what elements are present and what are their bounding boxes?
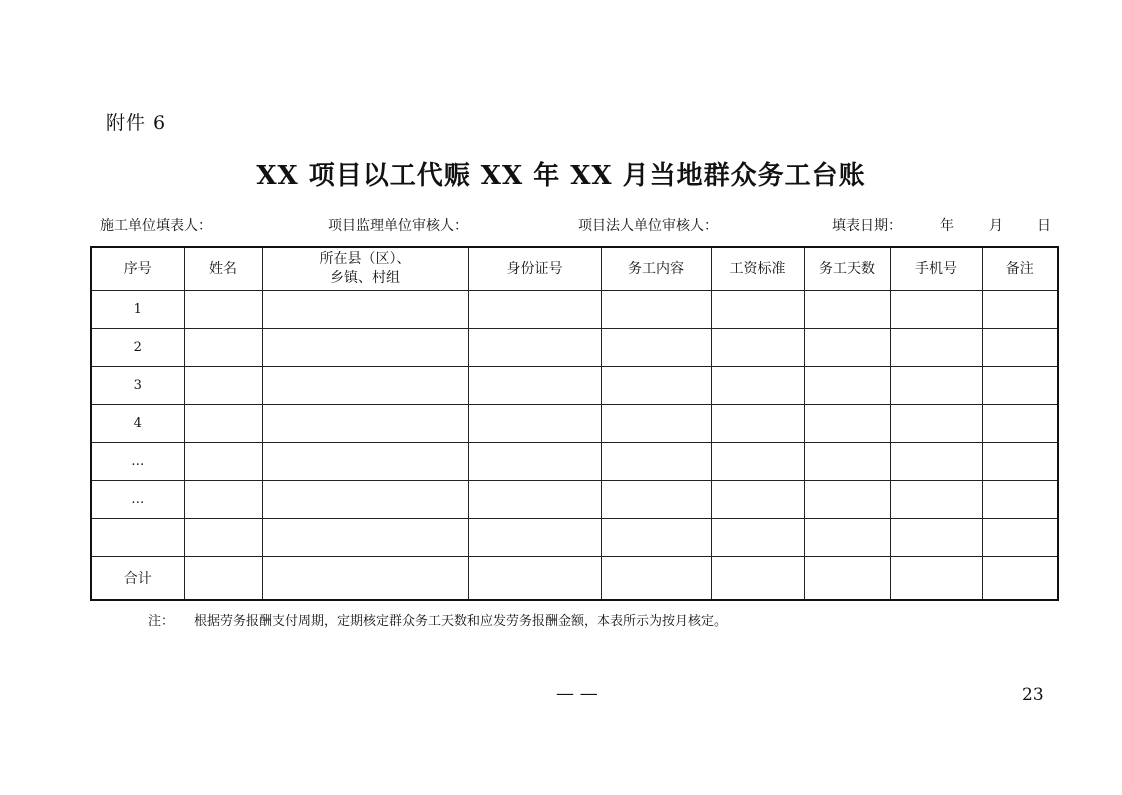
table-cell[interactable] [184,329,262,367]
table-cell[interactable] [711,443,804,481]
total-row [91,557,1058,601]
table-cell[interactable] [711,291,804,329]
table-cell[interactable] [468,291,601,329]
table-cell[interactable] [468,405,601,443]
table-cell[interactable] [890,443,982,481]
table-cell[interactable] [804,291,890,329]
table-cell[interactable] [601,519,711,557]
row-index [91,519,184,557]
header-location-line2: 乡镇、村组 [330,270,400,286]
table-cell[interactable] [601,367,711,405]
table-cell[interactable] [890,405,982,443]
table-row [91,405,1058,443]
header-location [262,247,468,291]
row-index: … [91,481,184,519]
table-cell[interactable] [982,481,1058,519]
table-cell[interactable] [184,443,262,481]
header-remarks: 备注 [982,247,1058,291]
table-cell[interactable] [262,405,468,443]
page-number: 23 [1022,685,1044,705]
footnote [148,610,727,629]
table-cell[interactable] [890,291,982,329]
table-cell[interactable] [184,367,262,405]
table-cell[interactable] [711,329,804,367]
ledger-table [90,246,1059,601]
header-location-line1: 所在县（区）、 [319,251,411,267]
table-cell[interactable] [890,519,982,557]
table-cell[interactable] [982,519,1058,557]
table-cell[interactable] [982,443,1058,481]
table-cell[interactable] [468,329,601,367]
table-cell[interactable] [804,481,890,519]
table-cell[interactable] [601,329,711,367]
date-label: 填表日期： [832,218,902,234]
table-cell[interactable] [804,329,890,367]
table-row [91,329,1058,367]
page-dash: — — [556,683,598,704]
row-index: 4 [91,405,184,443]
table-row [91,481,1058,519]
table-cell[interactable] [804,519,890,557]
table-cell[interactable] [601,557,711,601]
table-row [91,519,1058,557]
table-cell[interactable] [711,519,804,557]
table-cell[interactable] [804,443,890,481]
table-cell[interactable] [262,329,468,367]
table-cell[interactable] [601,405,711,443]
table-cell[interactable] [184,405,262,443]
table-cell[interactable] [262,519,468,557]
table-cell[interactable] [262,557,468,601]
table-cell[interactable] [804,405,890,443]
footnote-label: 注： [148,614,175,629]
table-row [91,291,1058,329]
header-name: 姓名 [184,247,262,291]
table-cell[interactable] [982,557,1058,601]
attachment-label: 附件 6 [106,112,167,134]
footnote-text: 根据劳务报酬支付周期，定期核定群众务工天数和应发劳务报酬金额，本表所示为按月核定。 [194,614,728,629]
header-id-number: 身份证号 [468,247,601,291]
table-cell[interactable] [711,557,804,601]
row-index: 3 [91,367,184,405]
table-cell[interactable] [262,367,468,405]
table-cell[interactable] [711,481,804,519]
table-cell[interactable] [468,519,601,557]
table-cell[interactable] [601,481,711,519]
table-cell[interactable] [468,367,601,405]
table-cell[interactable] [890,367,982,405]
table-cell[interactable] [262,443,468,481]
table-cell[interactable] [468,557,601,601]
row-index: 2 [91,329,184,367]
table-cell[interactable] [982,405,1058,443]
table-cell[interactable] [468,443,601,481]
table-header-row [91,247,1058,291]
header-work-days: 务工天数 [804,247,890,291]
table-row [91,443,1058,481]
total-label: 合计 [91,557,184,601]
page-title: XX 项目以工代赈 XX 年 XX 月当地群众务工台账 [256,161,866,191]
table-cell[interactable] [184,557,262,601]
table-cell[interactable] [184,519,262,557]
supervisor-label: 项目监理单位审核人： [328,218,468,234]
table-body [91,291,1058,601]
table-cell[interactable] [804,557,890,601]
table-cell[interactable] [184,481,262,519]
table-cell[interactable] [982,367,1058,405]
legal-label: 项目法人单位审核人： [578,218,718,234]
table-cell[interactable] [890,557,982,601]
table-row [91,367,1058,405]
table-cell[interactable] [262,481,468,519]
table-cell[interactable] [890,329,982,367]
table-cell[interactable] [262,291,468,329]
table-cell[interactable] [804,367,890,405]
table-cell[interactable] [468,481,601,519]
filler-label: 施工单位填表人： [100,218,212,234]
table-cell[interactable] [601,443,711,481]
table-cell[interactable] [711,405,804,443]
header-wage-standard: 工资标准 [711,247,804,291]
table-cell[interactable] [601,291,711,329]
date-month: 月 [989,218,1003,234]
date-year: 年 [940,218,954,234]
row-index: … [91,443,184,481]
table-cell[interactable] [890,481,982,519]
table-cell[interactable] [982,329,1058,367]
table-cell[interactable] [711,367,804,405]
table-cell[interactable] [982,291,1058,329]
table-cell[interactable] [184,291,262,329]
header-work-content: 务工内容 [601,247,711,291]
header-index: 序号 [91,247,184,291]
date-day: 日 [1037,218,1051,234]
row-index: 1 [91,291,184,329]
header-phone: 手机号 [890,247,982,291]
